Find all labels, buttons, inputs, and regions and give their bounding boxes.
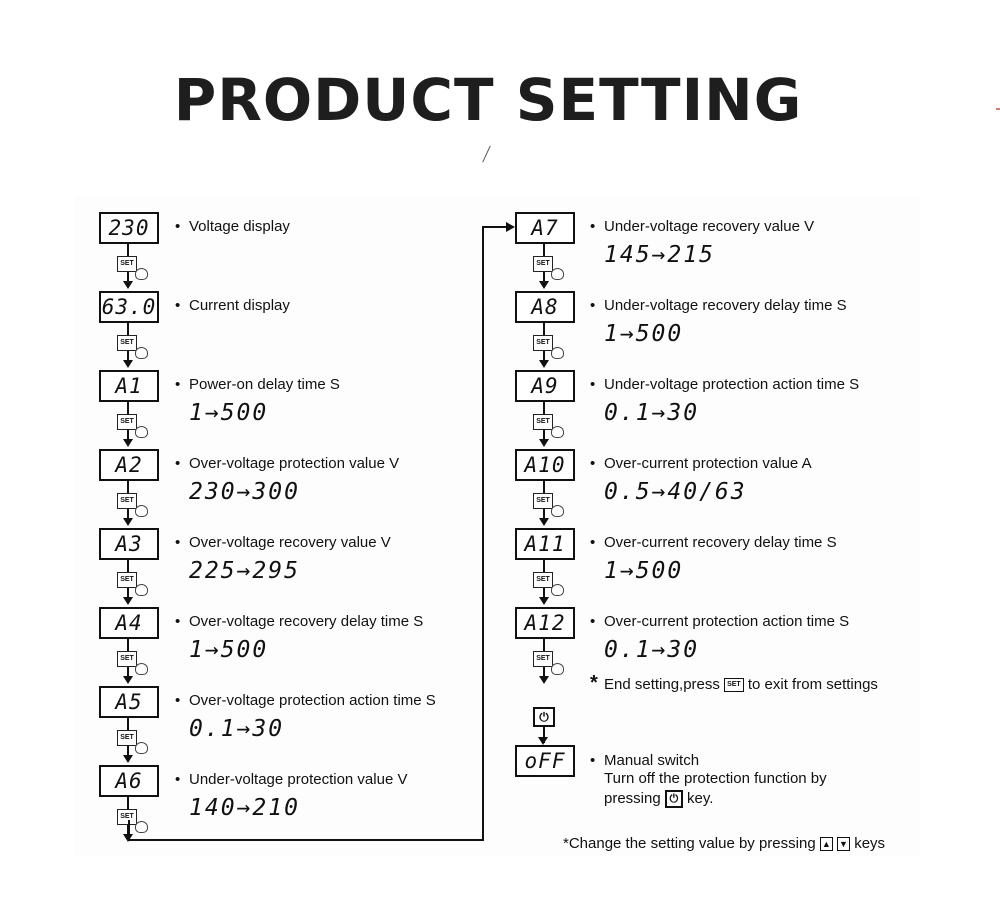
- step-range-1: 145→215: [604, 242, 715, 268]
- lcd-display-off: oFF: [515, 745, 575, 777]
- bullet: •: [175, 613, 181, 630]
- lcd-display-2: A8: [515, 291, 575, 323]
- step-range-6: 0.1→30: [604, 637, 700, 663]
- set-key-icon: SET: [533, 335, 553, 351]
- arrow-down-icon: [123, 360, 133, 368]
- arrow-down-icon: [123, 439, 133, 447]
- lcd-display-6: A4: [99, 607, 159, 639]
- arrow-down-icon: [123, 676, 133, 684]
- finger-press-icon: [135, 347, 148, 359]
- step-label-1: [175, 218, 290, 235]
- set-key-icon: SET: [117, 572, 137, 588]
- end-note-after: to exit from settings: [747, 676, 878, 693]
- arrow-down-icon: [539, 360, 549, 368]
- step-range-4: 0.5→40/63: [604, 479, 747, 505]
- finger-press-icon: [135, 426, 148, 438]
- step-label-6: [175, 613, 423, 630]
- off-step-line3: [604, 790, 713, 808]
- step-label-text: Over-voltage recovery value V: [189, 534, 391, 551]
- step-range-7: 0.1→30: [189, 716, 285, 742]
- step-label-text: Power-on delay time S: [189, 376, 340, 393]
- bullet: •: [175, 692, 181, 709]
- step-range-4: 230→300: [189, 479, 300, 505]
- step-label-text: Voltage display: [189, 218, 290, 235]
- finger-press-icon: [551, 505, 564, 517]
- lcd-display-6: A12: [515, 607, 575, 639]
- step-label-text: Under-voltage recovery value V: [604, 218, 815, 235]
- bullet: •: [175, 455, 181, 472]
- set-key-icon: SET: [533, 572, 553, 588]
- settings-diagram-panel: [75, 196, 920, 856]
- return-line-top: [482, 226, 506, 228]
- step-label-5: [175, 534, 391, 551]
- arrow-down-icon: [123, 281, 133, 289]
- set-key-icon: SET: [724, 678, 744, 692]
- step-label-text: Under-voltage protection action time S: [604, 376, 860, 393]
- step-label-4: [590, 455, 812, 472]
- finger-press-icon: [135, 742, 148, 754]
- return-line-down: [128, 820, 130, 840]
- lcd-display-8: A6: [99, 765, 159, 797]
- page-title: PRODUCT SETTING: [173, 66, 803, 134]
- bullet: •: [175, 376, 181, 393]
- power-key-icon: ⏻: [665, 790, 683, 808]
- finger-press-icon: [135, 268, 148, 280]
- up-arrow-key-icon: ▲: [820, 837, 833, 851]
- step-range-2: 1→500: [604, 321, 684, 347]
- arrow-down-icon: [123, 755, 133, 763]
- end-note-before: End setting,press: [604, 676, 720, 693]
- lcd-display-5: A3: [99, 528, 159, 560]
- return-line-up: [482, 226, 484, 841]
- lcd-display-4: A10: [515, 449, 575, 481]
- set-key-icon: SET: [117, 651, 137, 667]
- lcd-display-2: 63.0: [99, 291, 159, 323]
- lcd-display-3: A1: [99, 370, 159, 402]
- finger-press-icon: [551, 584, 564, 596]
- decorative-slash: [482, 146, 491, 163]
- finger-press-icon: [135, 505, 148, 517]
- lcd-display-5: A11: [515, 528, 575, 560]
- bullet: •: [175, 297, 181, 314]
- return-line-bottom: [128, 839, 483, 841]
- arrow-down-icon: [538, 737, 548, 745]
- step-label-3: [590, 376, 859, 393]
- arrow-down-icon: [539, 518, 549, 526]
- step-range-5: 1→500: [604, 558, 684, 584]
- finger-press-icon: [135, 821, 148, 833]
- footnote-after: keys: [854, 835, 886, 852]
- step-label-text: Over-voltage recovery delay time S: [189, 613, 424, 630]
- end-setting-note: [604, 676, 878, 693]
- set-key-icon: SET: [533, 256, 553, 272]
- set-key-icon: SET: [117, 335, 137, 351]
- bullet: •: [175, 771, 181, 788]
- step-label-1: [590, 218, 814, 235]
- step-label-5: [590, 534, 837, 551]
- step-range-8: 140→210: [189, 795, 300, 821]
- step-label-6: [590, 613, 849, 630]
- step-label-3: [175, 376, 340, 393]
- arrow-down-icon: [123, 518, 133, 526]
- step-range-3: 0.1→30: [604, 400, 700, 426]
- finger-press-icon: [135, 584, 148, 596]
- bullet: •: [590, 613, 596, 630]
- finger-press-icon: [551, 663, 564, 675]
- bullet: •: [590, 218, 596, 235]
- step-range-5: 225→295: [189, 558, 300, 584]
- step-label-7: [175, 692, 436, 709]
- accent-mark: [996, 108, 1000, 110]
- bullet: •: [590, 376, 596, 393]
- set-key-icon: SET: [117, 493, 137, 509]
- step-label-2: [590, 297, 847, 314]
- arrow-down-icon: [123, 597, 133, 605]
- bullet: •: [175, 218, 181, 235]
- arrow-down-icon: [539, 281, 549, 289]
- bullet: •: [590, 297, 596, 314]
- off-step-line1: • Manual switch: [590, 752, 700, 769]
- off-step-line3-before: pressing: [604, 790, 661, 807]
- off-step-line1-text: Manual switch: [604, 752, 700, 769]
- finger-press-icon: [551, 347, 564, 359]
- off-step-line2: Turn off the protection function by: [604, 770, 827, 787]
- bullet: •: [590, 455, 596, 472]
- set-key-icon: SET: [533, 651, 553, 667]
- step-range-3: 1→500: [189, 400, 269, 426]
- step-label-text: Under-voltage protection value V: [189, 771, 408, 788]
- step-label-text: Over-current protection action time S: [604, 613, 850, 630]
- lcd-display-3: A9: [515, 370, 575, 402]
- bullet: •: [175, 534, 181, 551]
- lcd-display-7: A5: [99, 686, 159, 718]
- step-label-text: Over-voltage protection value V: [189, 455, 400, 472]
- set-key-icon: SET: [533, 493, 553, 509]
- footnote: [563, 835, 885, 852]
- step-range-6: 1→500: [189, 637, 269, 663]
- footnote-before: *Change the setting value by pressing: [563, 835, 816, 852]
- step-label-text: Over-current protection value A: [604, 455, 812, 472]
- bullet: •: [590, 534, 596, 551]
- finger-press-icon: [135, 663, 148, 675]
- set-key-icon: SET: [533, 414, 553, 430]
- lcd-display-1: A7: [515, 212, 575, 244]
- step-label-4: [175, 455, 399, 472]
- arrow-down-icon: [539, 676, 549, 684]
- arrow-down-icon: [539, 597, 549, 605]
- off-step-line3-after: key.: [687, 790, 714, 807]
- power-key-icon: ⏻: [533, 707, 555, 727]
- arrow-right-icon: [506, 222, 515, 232]
- step-label-text: Over-current recovery delay time S: [604, 534, 837, 551]
- finger-press-icon: [551, 268, 564, 280]
- step-label-2: [175, 297, 290, 314]
- step-label-8: [175, 771, 407, 788]
- note-star: *: [590, 672, 598, 694]
- finger-press-icon: [551, 426, 564, 438]
- set-key-icon: SET: [117, 809, 137, 825]
- step-label-text: Current display: [189, 297, 290, 314]
- set-key-icon: SET: [117, 730, 137, 746]
- set-key-icon: SET: [117, 414, 137, 430]
- down-arrow-key-icon: ▼: [837, 837, 850, 851]
- lcd-display-4: A2: [99, 449, 159, 481]
- arrow-down-icon: [539, 439, 549, 447]
- set-key-icon: SET: [117, 256, 137, 272]
- lcd-display-1: 230: [99, 212, 159, 244]
- step-label-text: Over-voltage protection action time S: [189, 692, 436, 709]
- step-label-text: Under-voltage recovery delay time S: [604, 297, 847, 314]
